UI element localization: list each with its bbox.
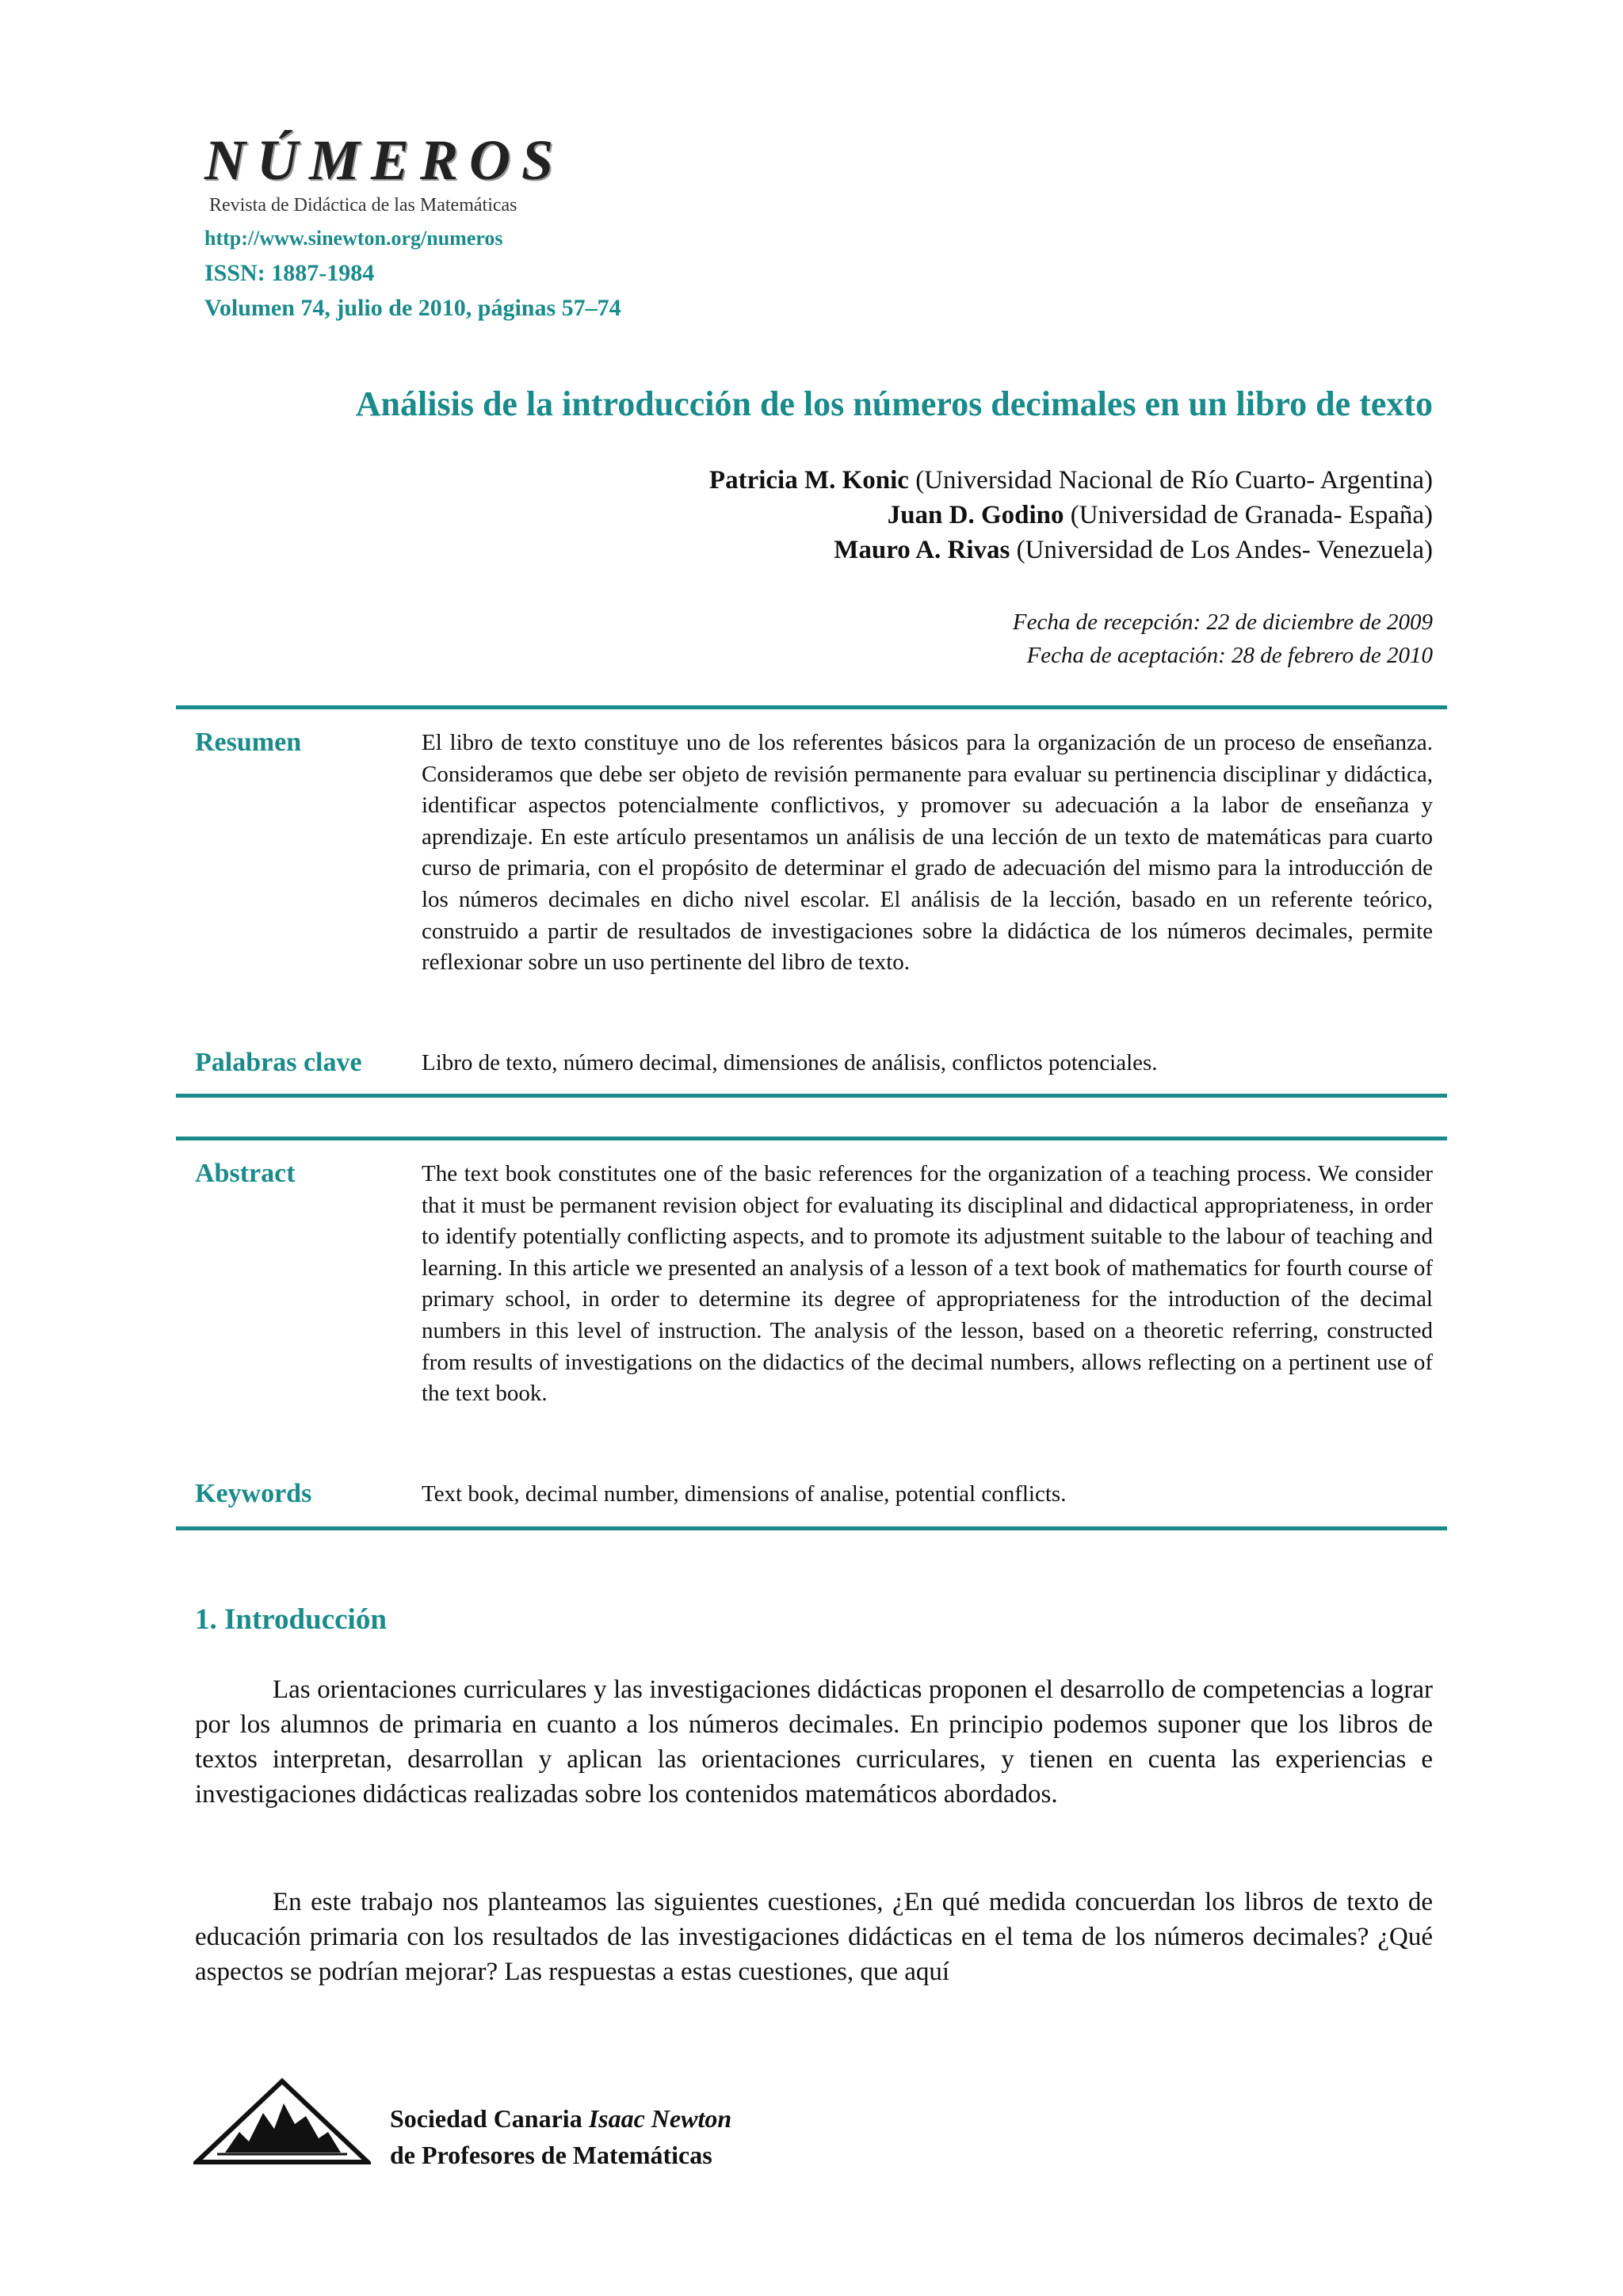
journal-url-link[interactable]: http://www.sinewton.org/numeros bbox=[204, 227, 503, 250]
body-paragraph: Las orientaciones curriculares y las investigaciones didácticas proponen el desarrollo de competencias a lograr por los alumnos de primaria en cuanto a los números decimales. En principio podemos suponer que los libros de textos interpretan, desarrollan y aplican las orientaciones curriculares, y tienen en cuenta las experiencias e investigaciones didácticas realizadas sobre los contenidos matemáticos abordados. bbox=[195, 1675, 1433, 1809]
author-affiliation: (Universidad de Granada- España) bbox=[1064, 501, 1433, 529]
resumen-label: Resumen bbox=[195, 728, 302, 757]
author-list bbox=[709, 463, 1433, 567]
divider-bottom-resumen bbox=[176, 1094, 1447, 1098]
submission-dates bbox=[1013, 606, 1433, 672]
paper-title: Análisis de la introducción de los números decimales en un libro de texto bbox=[355, 384, 1433, 423]
journal-masthead bbox=[204, 128, 807, 216]
body-paragraph: En este trabajo nos planteamos las siguientes cuestiones, ¿En qué medida concuerdan los libros de texto de educación primaria con los resultados de las investigaciones didácticas en el tema de los números decimales? ¿Qué aspectos se podrían mejorar? Las respuestas a estas cuestiones, que aquí bbox=[195, 1888, 1433, 1986]
resumen-text: El libro de texto constituye uno de los referentes básicos para la organización de un proceso de enseñanza. Consideramos que debe ser objeto de revisión permanente para evaluar su pertinencia disciplinar y didáctica, identificar aspectos potencialmente conflictivos, y promover su adecuación a la labor de enseñanza y aprendizaje. En este artículo presentamos un análisis de una lección de un texto de matemáticas para cuarto curso de primaria, con el propósito de determinar el grado de adecuación del mismo para la introducción de los números decimales en dicho nivel escolar. El análisis de la lección, basado en un referente teórico, construido a partir de resultados de investigaciones sobre la didáctica de los números decimales, permite reflexionar sobre un uso pertinente del libro de texto. bbox=[422, 730, 1433, 976]
accepted-date: Fecha de aceptación: 28 de febrero de 2010 bbox=[1026, 643, 1433, 668]
abstract-text: The text book constitutes one of the basic references for the organization of a teaching process. We consider that it must be permanent revision object for evaluating its disciplinal and didactical appropriateness, in order to identify potentially conflicting aspects, and to promote its adjustment suitable to the labour of teaching and learning. In this article we presented an analysis of a lesson of a text book of mathematics for fourth course of primary school, in order to determine its degree of appropriateness for the introduction of the decimal numbers in this level of instruction. The analysis of the lesson, based on a theoretic referring, constructed from results of investigations on the didactics of the decimal numbers, allows reflecting on a pertinent use of the text book. bbox=[422, 1161, 1433, 1407]
author-line bbox=[709, 463, 1433, 498]
section-heading: 1. Introducción bbox=[195, 1603, 387, 1636]
abstract-label: Abstract bbox=[195, 1159, 296, 1188]
received-date: Fecha de recepción: 22 de diciembre de 2009 bbox=[1012, 609, 1433, 635]
journal-volume: Volumen 74, julio de 2010, páginas 57–74 bbox=[204, 295, 621, 321]
society-line-1: Sociedad Canaria Isaac Newton bbox=[390, 2104, 732, 2133]
author-affiliation: (Universidad Nacional de Río Cuarto- Argentina) bbox=[908, 466, 1433, 495]
palabras-clave-text: Libro de texto, número decimal, dimensiones de análisis, conflictos potenciales. bbox=[422, 1050, 1158, 1075]
author-line bbox=[709, 498, 1433, 533]
society-name bbox=[390, 2100, 731, 2173]
author-name: Patricia M. Konic bbox=[708, 466, 909, 495]
journal-issn: ISSN: 1887-1984 bbox=[204, 260, 375, 286]
keywords-label: Keywords bbox=[195, 1479, 312, 1508]
keywords-text: Text book, decimal number, dimensions of analise, potential conflicts. bbox=[422, 1481, 1067, 1507]
author-line bbox=[709, 533, 1433, 567]
author-name: Mauro A. Rivas bbox=[834, 536, 1010, 564]
divider-top-resumen bbox=[176, 705, 1447, 709]
author-name: Juan D. Godino bbox=[887, 501, 1064, 529]
journal-logo-subtitle: Revista de Didáctica de las Matemáticas bbox=[209, 195, 517, 216]
journal-logo-title: NÚMEROS bbox=[204, 128, 565, 192]
divider-top-abstract bbox=[176, 1137, 1447, 1140]
author-affiliation: (Universidad de Los Andes- Venezuela) bbox=[1010, 536, 1433, 564]
palabras-clave-label: Palabras clave bbox=[195, 1048, 362, 1077]
society-logo-icon bbox=[193, 2076, 371, 2165]
divider-bottom-abstract bbox=[176, 1526, 1447, 1530]
society-line-2: de Profesores de Matemáticas bbox=[390, 2141, 712, 2169]
